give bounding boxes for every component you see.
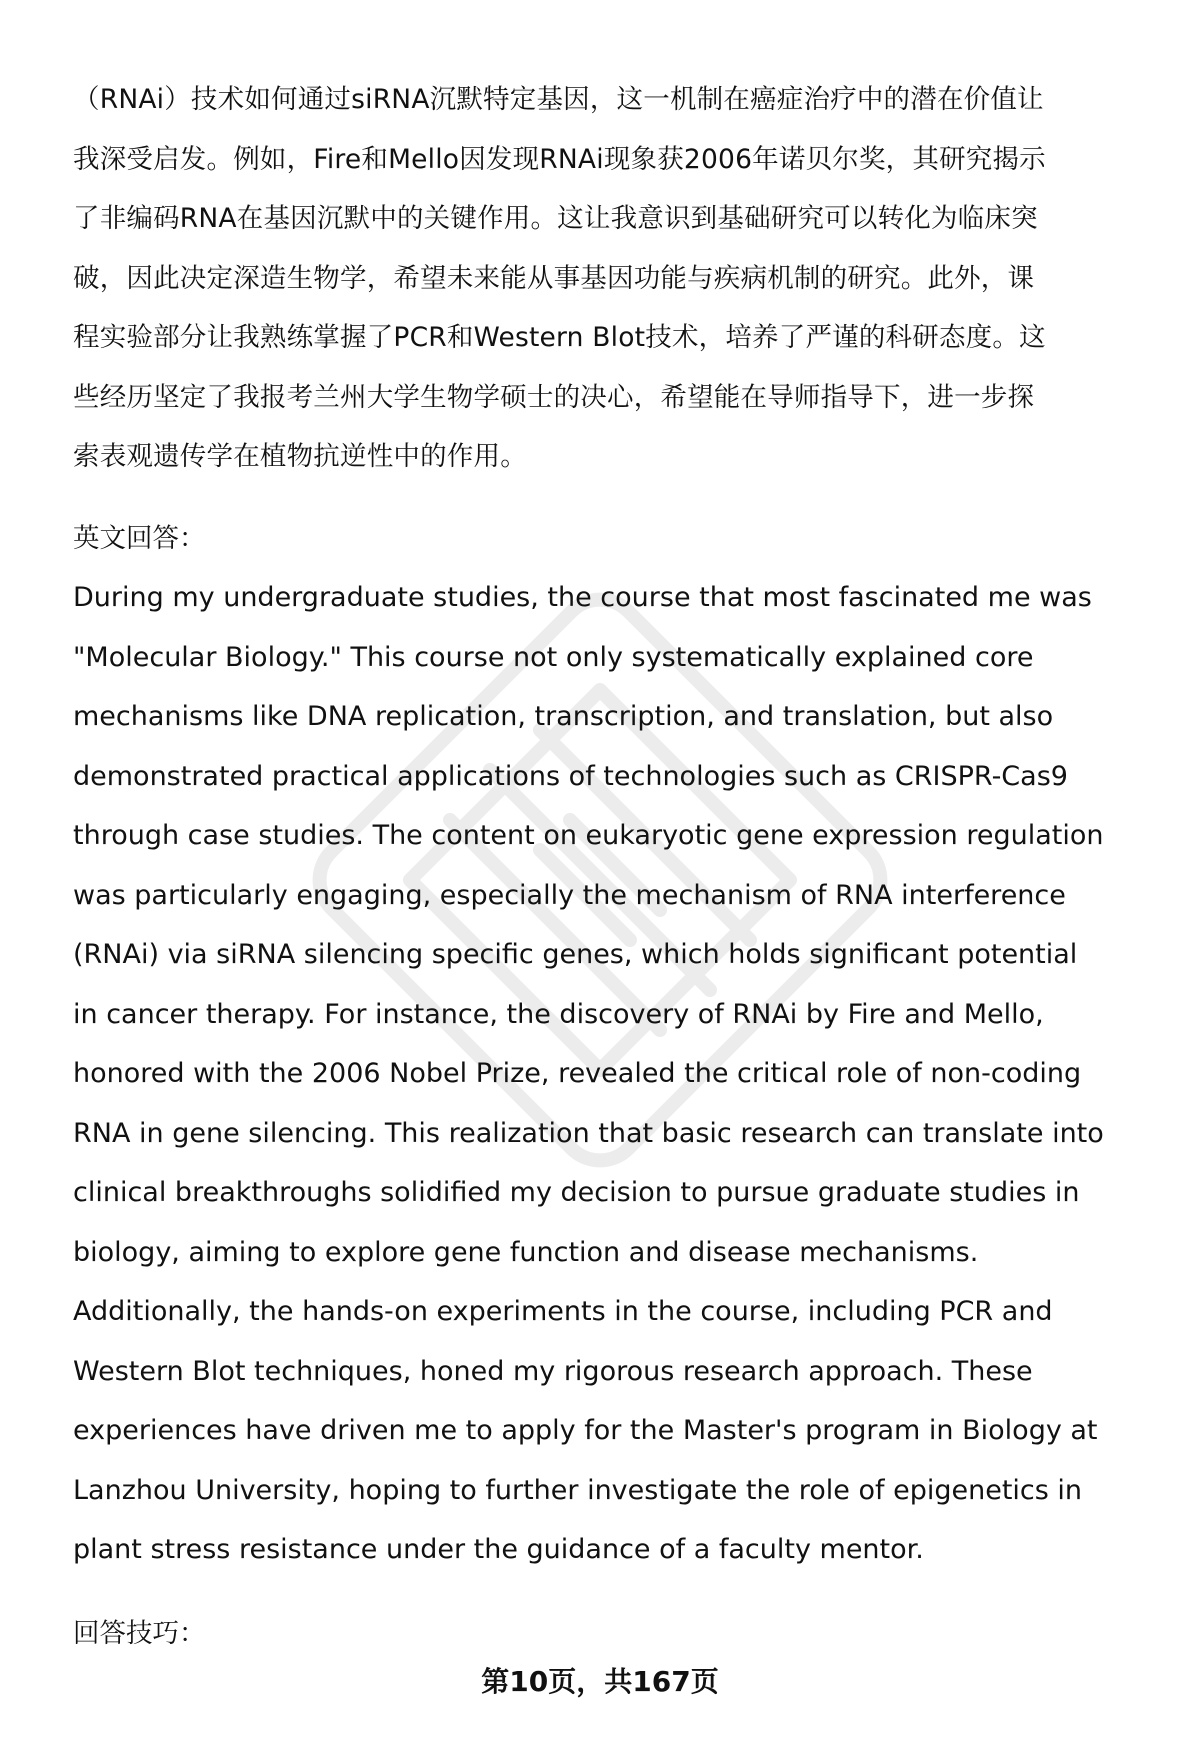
english-answer-paragraph — [73, 568, 1153, 1580]
text-line: biology, aiming to explore gene function and disease mechanisms. — [73, 1236, 979, 1268]
text-line: RNA in gene silencing. This realization that basic research can translate into — [73, 1117, 1104, 1149]
text-line: mechanisms like DNA replication, transcription, and translation, but also — [73, 701, 1054, 732]
text-line: 我深受启发。例如，Fire和Mello因发现RNAi现象获2006年诺贝尔奖，其研究揭示 — [73, 143, 1046, 175]
answer-tips-heading: 回答技巧： — [73, 1617, 206, 1649]
chinese-answer-paragraph — [73, 70, 1153, 487]
text-line: "Molecular Biology." This course not only systematically explained core — [73, 641, 1034, 673]
text-line: plant stress resistance under the guidance of a faculty mentor. — [73, 1534, 924, 1565]
text-line: （RNAi）技术如何通过siRNA沉默特定基因，这一机制在癌症治疗中的潜在价值让 — [73, 84, 1044, 115]
english-answer-heading: 英文回答： — [73, 522, 206, 554]
text-line: (RNAi) via siRNA silencing specific genes, which holds significant potential — [73, 939, 1078, 970]
text-line: 索表观遗传学在植物抗逆性中的作用。 — [73, 441, 527, 472]
text-line: demonstrated practical applications of technologies such as CRISPR-Cas9 — [73, 760, 1068, 792]
text-line: honored with the 2006 Nobel Prize, revealed the critical role of non-coding — [73, 1058, 1082, 1089]
text-line: 些经历坚定了我报考兰州大学生物学硕士的决心，希望能在导师指导下，进一步探 — [73, 381, 1035, 413]
text-line: During my undergraduate studies, the course that most fascinated me was — [73, 582, 1092, 613]
text-line: 了非编码RNA在基因沉默中的关键作用。这让我意识到基础研究可以转化为临床突 — [73, 203, 1038, 234]
text-line: 破，因此决定深造生物学，希望未来能从事基因功能与疾病机制的研究。此外，课 — [73, 262, 1035, 294]
content-area — [73, 70, 1153, 1663]
page-number-footer: 第10页，共167页 — [481, 1665, 719, 1698]
text-line: Western Blot techniques, honed my rigorous research approach. These — [73, 1355, 1033, 1387]
text-line: Additionally, the hands-on experiments in the course, including PCR and — [73, 1296, 1053, 1327]
text-line: Lanzhou University, hoping to further investigate the role of epigenetics in — [73, 1474, 1083, 1506]
text-line: in cancer therapy. For instance, the discovery of RNAi by Fire and Mello, — [73, 998, 1044, 1030]
text-line: 程实验部分让我熟练掌握了PCR和Western Blot技术，培养了严谨的科研态度。这 — [73, 322, 1046, 353]
text-line: clinical breakthroughs solidified my decision to pursue graduate studies in — [73, 1177, 1080, 1208]
text-line: through case studies. The content on eukaryotic gene expression regulation — [73, 820, 1104, 851]
text-line: was particularly engaging, especially the mechanism of RNA interference — [73, 879, 1066, 911]
text-line: experiences have driven me to apply for the Master's program in Biology at — [73, 1415, 1098, 1446]
